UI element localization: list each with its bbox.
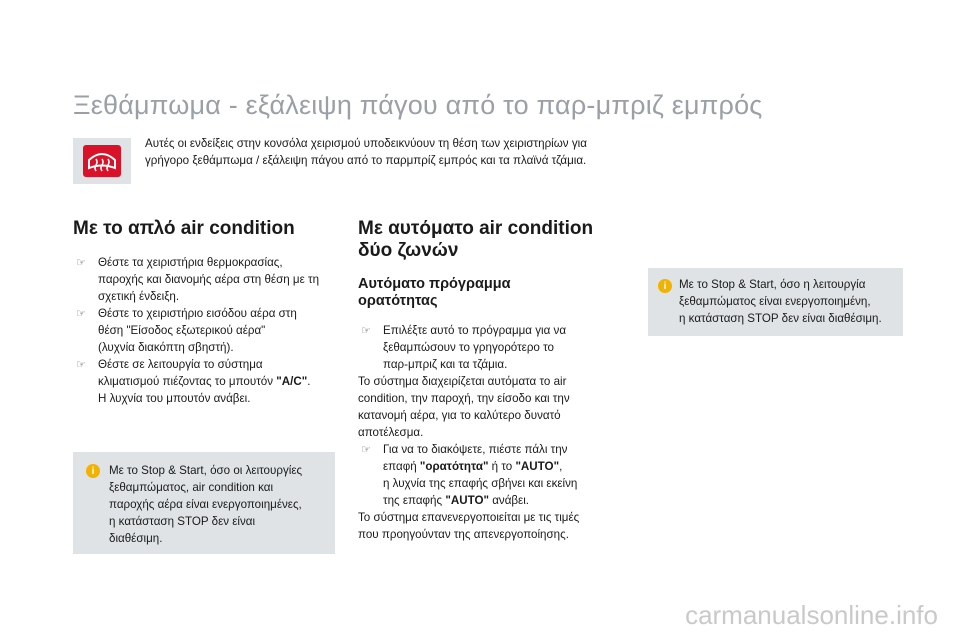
bullet-line: ☞ Θέστε το χειριστήριο εισόδου αέρα στη	[98, 307, 297, 320]
text-run: ,	[559, 460, 563, 473]
bullet-line: η λυχνία της επαφής σβήνει και εκείνη	[383, 477, 578, 490]
info-line: ξεθαμπώματος, air condition και	[109, 481, 274, 494]
info-line: η κατάσταση STOP δεν είναι διαθέσιμη.	[679, 312, 882, 325]
info-line: η κατάσταση STOP δεν είναι	[109, 515, 256, 528]
visibility-button-label: "ορατότητα"	[419, 460, 489, 473]
info-line: διαθέσιμη.	[109, 532, 163, 545]
defrost-indicator	[73, 138, 131, 184]
bullet-line: (λυχνία διακόπτη σβηστή).	[98, 341, 234, 354]
page-title: Ξεθάμπωμα - εξάλειψη πάγου από το παρ-μπριζ εμπρός	[73, 90, 763, 120]
heading-line: ορατότητας	[358, 293, 438, 309]
info-icon: i	[86, 464, 100, 478]
info-line: Με το Stop & Start, όσο οι λειτουργίες	[109, 464, 303, 477]
watermark: carmanualsonline.info	[685, 600, 938, 630]
intro-text	[145, 135, 905, 169]
heading-line: Αυτόματο πρόγραμμα	[358, 276, 511, 292]
ac-button-label: "A/C"	[276, 375, 308, 388]
bullet-line: ☞ Για να το διακόψετε, πιέστε πάλι την	[383, 443, 568, 456]
bullet-item	[73, 305, 348, 356]
paragraph-line: condition, την παροχή, την είσοδο και την	[358, 392, 570, 405]
bullet-line: ☞ Θέστε τα χειριστήρια θερμοκρασίας,	[98, 256, 283, 269]
paragraph-line: Το σύστημα διαχειρίζεται αυτόματα το air	[358, 375, 567, 388]
paragraph	[358, 373, 618, 441]
heading-line: Με αυτόματο air condition	[358, 218, 594, 239]
intro-line: Αυτές οι ενδείξεις στην κονσόλα χειρισμού υποδεικνύουν τη θέση των χειριστηρίων για	[145, 137, 587, 150]
text-run: επαφή	[383, 460, 420, 473]
info-line: ξεθαμπώματος είναι ενεργοποιημένη,	[679, 295, 871, 308]
bullet-item	[73, 254, 348, 305]
text-run: της επαφής	[383, 494, 446, 507]
windscreen-defrost-icon	[82, 144, 122, 178]
text-run: κλιματισμού πιέζοντας το μπουτόν	[98, 375, 277, 388]
bullet-line: παροχής και διανομής αέρα στη θέση με τη	[98, 273, 320, 286]
stop-start-side-info-box	[648, 268, 903, 336]
text-run: .	[307, 375, 311, 388]
paragraph-line: που προηγούνταν της απενεργοποίησης.	[358, 528, 569, 541]
bullet-line	[98, 373, 348, 390]
bullet-line: ☞ Θέστε σε λειτουργία το σύστημα	[98, 358, 263, 371]
auto-ac-section	[358, 218, 618, 543]
auto-ac-heading	[358, 218, 618, 262]
bullet-item	[73, 356, 348, 407]
bullet-item	[358, 322, 618, 373]
bullet-line: παρ-μπριζ και τα τζάμια.	[383, 358, 508, 371]
stop-start-info-box	[73, 452, 335, 554]
intro-line: γρήγορο ξεθάμπωμα / εξάλειψη πάγου από το παρμπρίζ εμπρός και τα πλαϊνά τζάμια.	[145, 154, 587, 167]
paragraph-line: αποτέλεσμα.	[358, 426, 424, 439]
info-line: παροχής αέρα είναι ενεργοποιημένες,	[109, 498, 302, 511]
paragraph-line: κατανομή αέρα, για το καλύτερο δυνατό	[358, 409, 561, 422]
bullet-line	[383, 458, 618, 475]
simple-ac-heading: Με το απλό air condition	[73, 218, 295, 239]
bullet-line: σχετική ένδειξη.	[98, 290, 180, 303]
bullet-line: ☞ Επιλέξτε αυτό το πρόγραμμα για να	[383, 324, 567, 337]
simple-ac-section	[73, 218, 348, 407]
bullet-line: Η λυχνία του μπουτόν ανάβει.	[98, 392, 251, 405]
bullet-line: θέση "Είσοδος εξωτερικού αέρα"	[98, 324, 266, 337]
paragraph-line: Το σύστημα επανενεργοποιείται με τις τιμές	[358, 511, 580, 524]
visibility-program-heading	[358, 276, 618, 310]
auto-button-label: "AUTO"	[515, 460, 560, 473]
bullet-line	[383, 492, 618, 509]
auto-button-label: "AUTO"	[445, 494, 489, 507]
info-line: Με το Stop & Start, όσο η λειτουργία	[679, 278, 866, 291]
bullet-item	[358, 441, 618, 509]
heading-line: δύο ζωνών	[358, 240, 459, 261]
bullet-line: ξεθαμπώσουν το γρηγορότερο το	[383, 341, 554, 354]
paragraph	[358, 509, 618, 543]
info-icon: i	[658, 279, 672, 293]
text-run: ή το	[488, 460, 516, 473]
text-run: ανάβει.	[488, 494, 530, 507]
